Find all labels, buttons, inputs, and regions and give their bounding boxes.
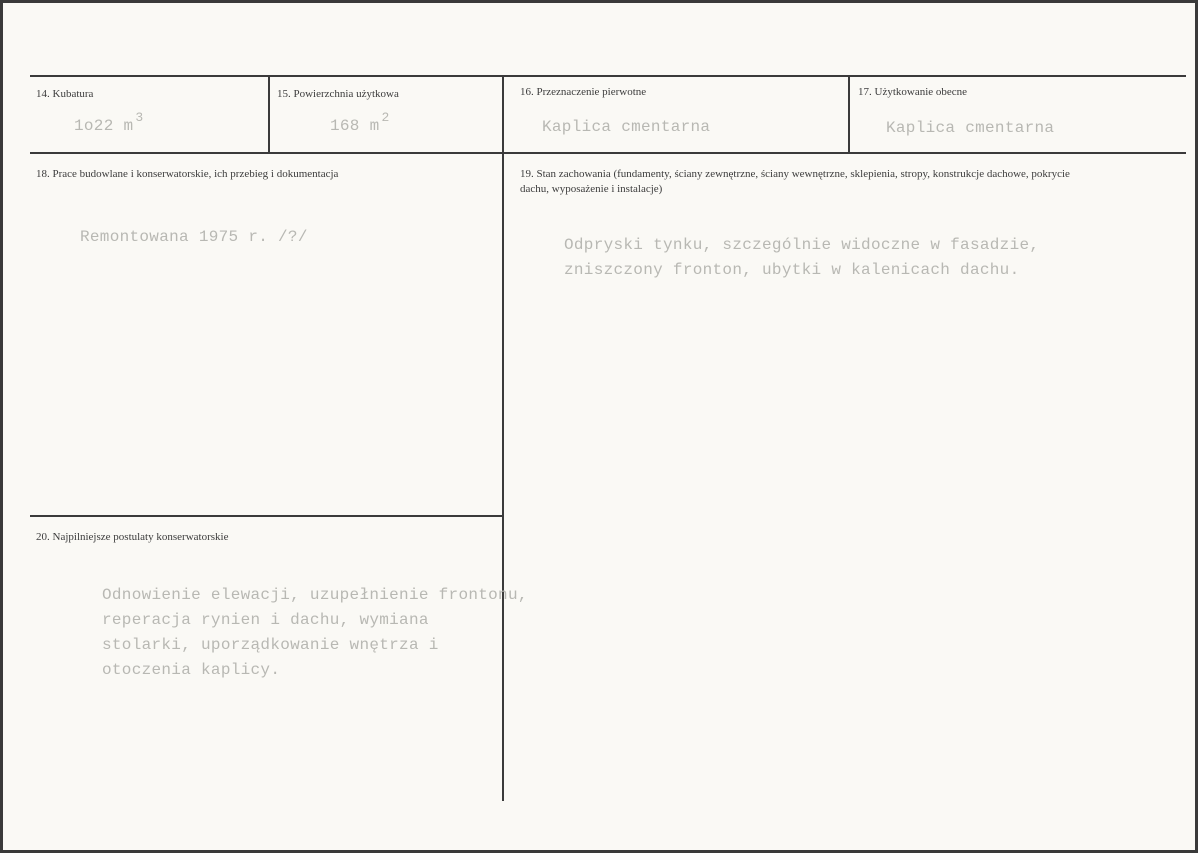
kubatura-value: 1o22 m $^3$ (74, 110, 144, 135)
divider-15-16 (502, 77, 504, 801)
przeznaczenie-label: 16. Przeznaczenie pierwotne (520, 86, 647, 98)
postulaty-line-1: Odnowienie elewacji, uzupełnienie frontonu, (102, 586, 528, 604)
divider-16-17 (848, 77, 850, 152)
uzytkowanie-value: Kaplica cmentarna (886, 119, 1055, 137)
divider-14-15 (268, 77, 270, 152)
top-rule (30, 75, 1186, 77)
kubatura-label: 14. Kubatura (36, 88, 94, 100)
stan-zachowania-label: 19. Stan zachowania (fundamenty, ściany zewnętrzne, ściany wewnętrzne, sklepienia, stropy, konstrukcje dachowe, pokrycie dachu, wyposażenie i instalacje) (520, 168, 1070, 195)
stan-zachowania-text (564, 236, 1039, 286)
postulaty-text (102, 586, 528, 686)
postulaty-line-4: otoczenia kaplicy. (102, 661, 281, 679)
stan-zachowania-line-2: zniszczony fronton, ubytki w kalenicach dachu. (564, 261, 1020, 279)
przeznaczenie-value: Kaplica cmentarna (542, 118, 711, 136)
prace-label: 18. Prace budowlane i konserwatorskie, ich przebieg i dokumentacja (36, 168, 339, 180)
postulaty-line-2: reperacja rynien i dachu, wymiana (102, 611, 429, 629)
uzytkowanie-label: 17. Użytkowanie obecne (858, 86, 968, 98)
postulaty-label: 20. Najpilniejsze postulaty konserwatorskie (36, 531, 229, 543)
section20-top-rule (30, 515, 503, 517)
postulaty-line-3: stolarki, uporządkowanie wnętrza i (102, 636, 439, 654)
powierzchnia-label: 15. Powierzchnia użytkowa (277, 88, 399, 100)
stan-zachowania-line-1: Odpryski tynku, szczególnie widoczne w fasadzie, (564, 236, 1040, 254)
prace-value: Remontowana 1975 r. /?/ (80, 228, 308, 246)
row1-bottom-rule (30, 152, 1186, 154)
powierzchnia-value: 168 m $^2$ (330, 110, 390, 135)
